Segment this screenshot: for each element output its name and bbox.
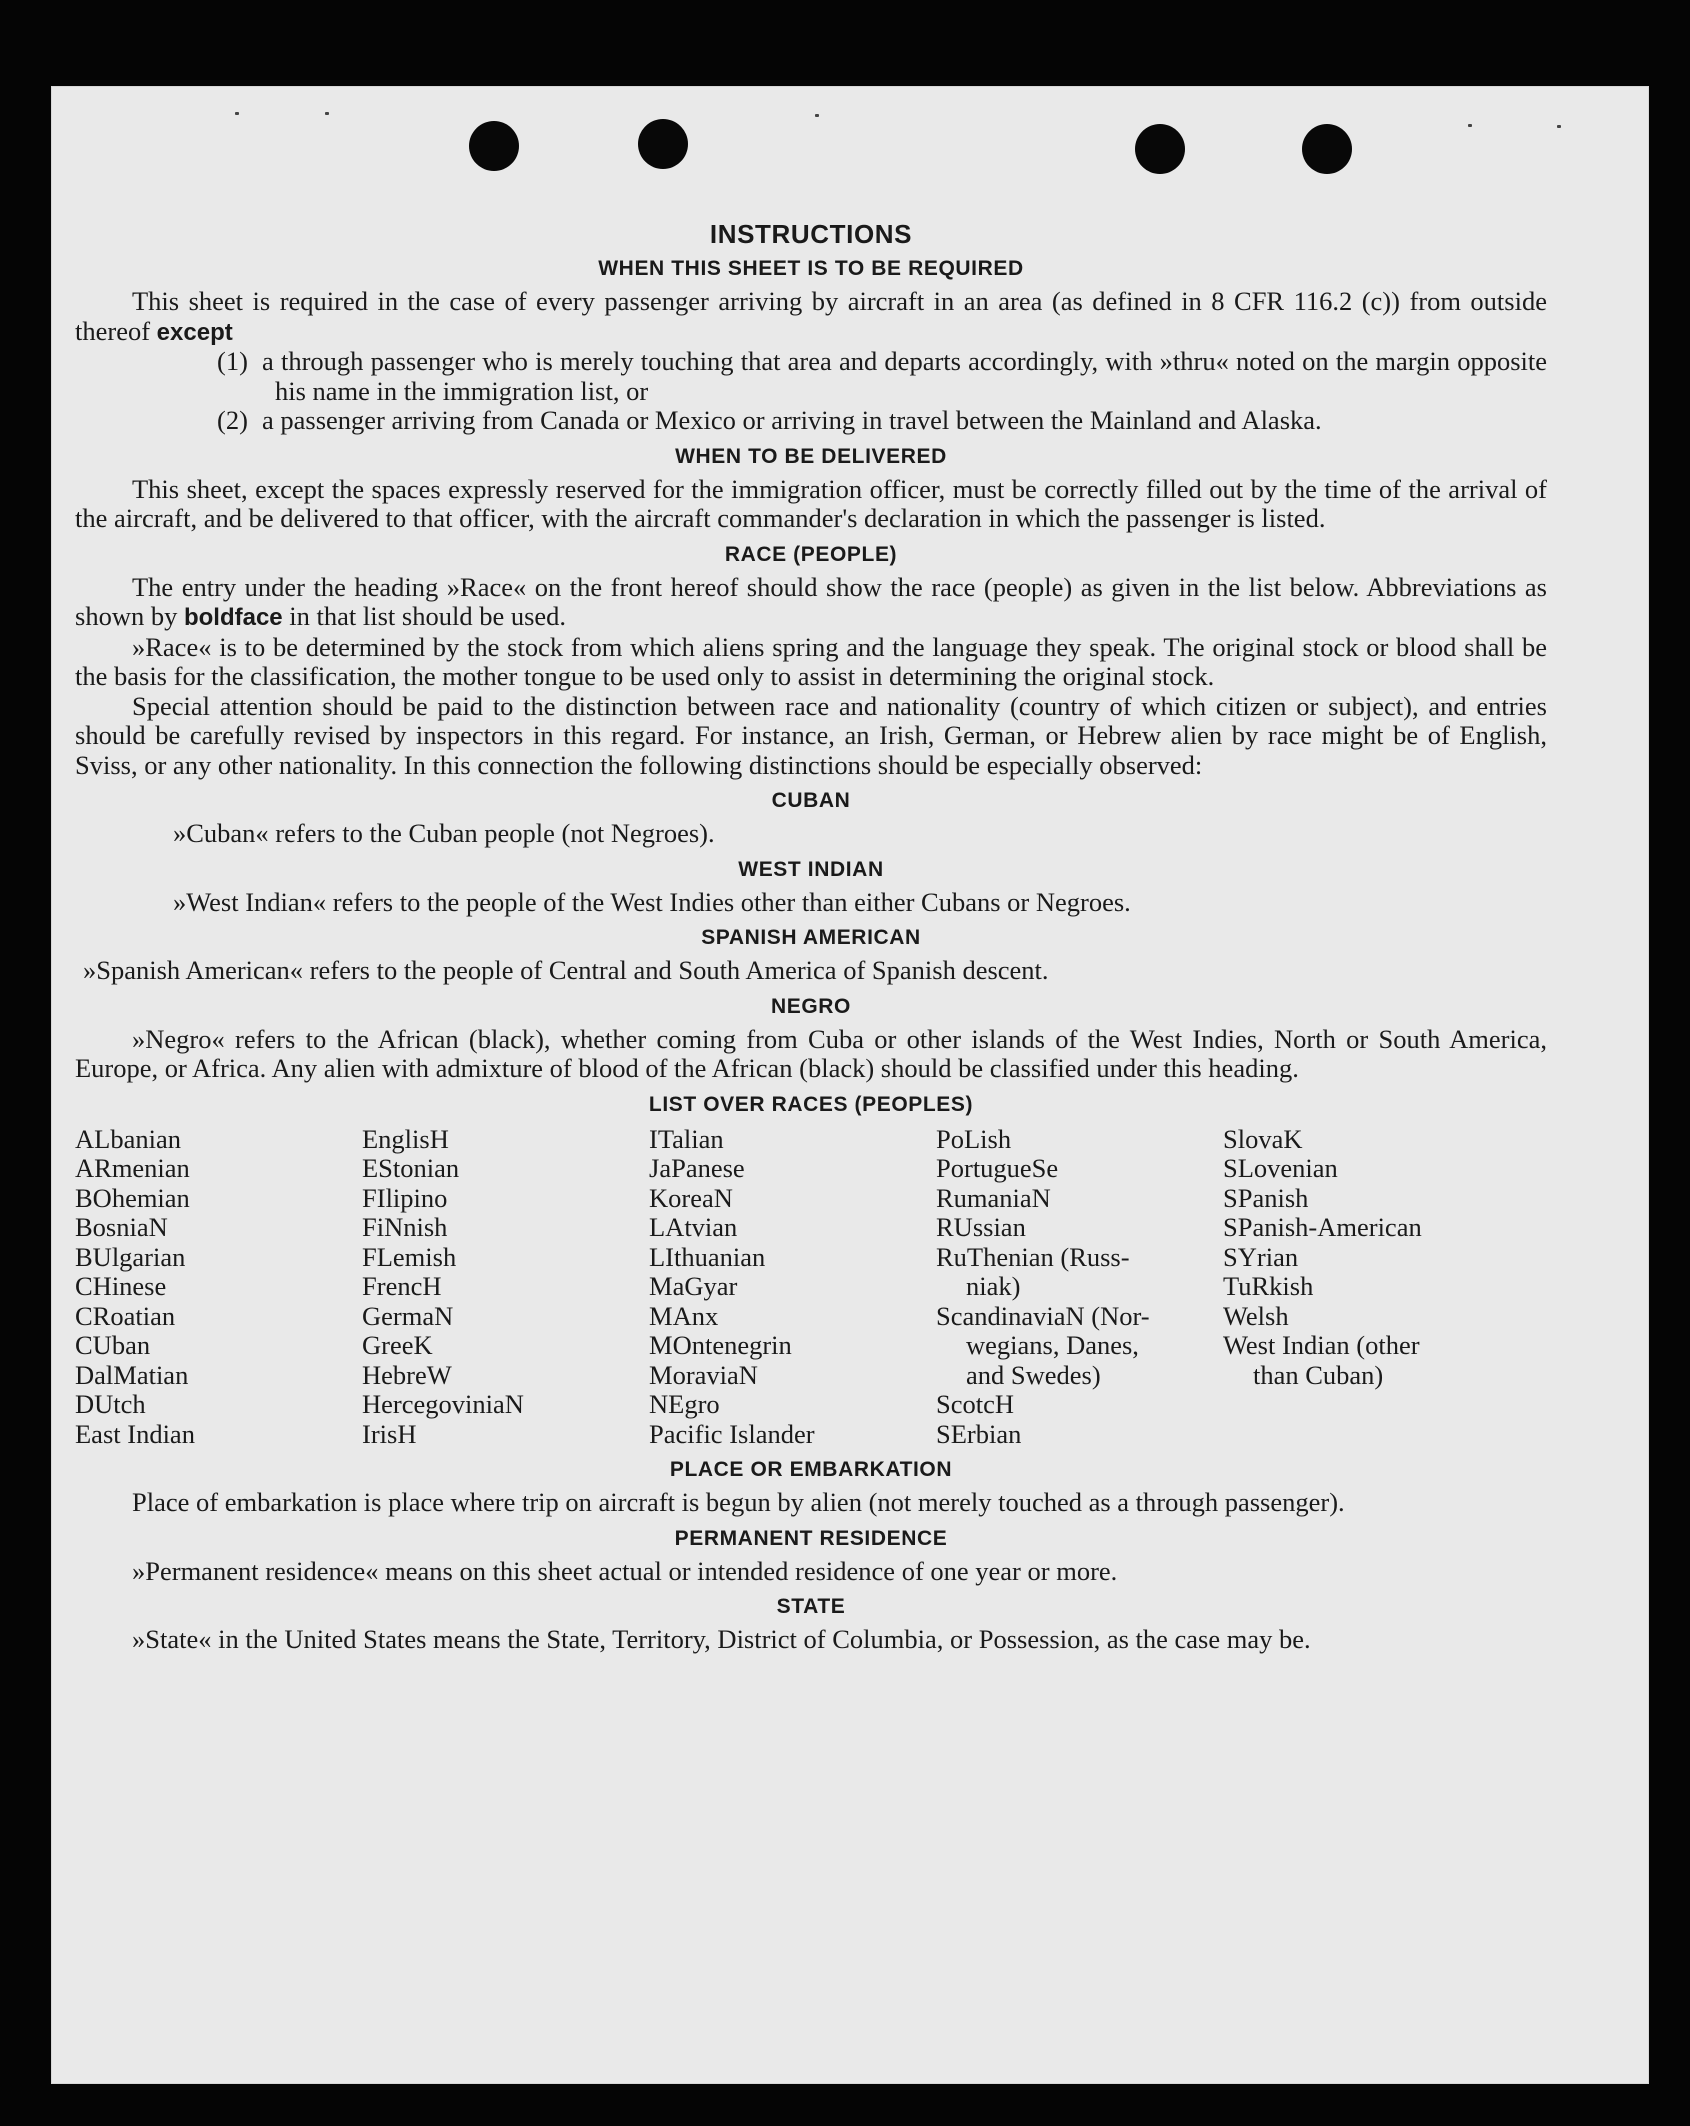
text-boldface: boldface — [183, 604, 283, 631]
heading-cuban: CUBAN — [771, 789, 851, 812]
race-item: EnglisH — [362, 1123, 449, 1154]
document-title: INSTRUCTIONS — [709, 219, 913, 249]
heading-residence: PERMANENT RESIDENCE — [674, 1526, 948, 1550]
paragraph-delivered: This sheet, except the spaces expressly reserved for the immigration officer, must be correctly filled out by the time of the arrival of the aircraft, and be delivered to that officer, with the aircraft commander's declaration in which the passenger is listed. — [75, 473, 1547, 533]
race-item: DUtch — [75, 1389, 146, 1419]
speck — [815, 114, 819, 117]
race-item: RumaniaN — [936, 1182, 1051, 1213]
heading-west-indian: WEST INDIAN — [738, 857, 884, 881]
heading-negro: NEGRO — [770, 994, 851, 1018]
paragraph-required — [75, 287, 1547, 347]
race-item: SPanish — [1223, 1182, 1309, 1213]
race-item: NEgro — [649, 1389, 720, 1419]
race-item: RUssian — [936, 1212, 1026, 1242]
item-number: (2) — [217, 405, 248, 435]
race-item: PoLish — [936, 1123, 1012, 1154]
punch-hole — [638, 119, 688, 169]
race-item: FiNnish — [362, 1212, 448, 1242]
heading-delivered: WHEN TO BE DELIVERED — [675, 444, 947, 468]
race-item: FIlipino — [362, 1182, 448, 1213]
item-text: a through passenger who is merely touching that area and departs accordingly, with »thru« noted on the margin opposite his name in the immigration list, or — [262, 346, 1547, 406]
race-column — [649, 1125, 936, 1450]
text-required-a: This sheet is required in the case of every passenger arriving by aircraft in an area (as defined in 8 CFR 116.2 (c)) from outside thereof — [75, 286, 1547, 346]
race-item: BosniaN — [75, 1212, 168, 1242]
race-item-continued: and Swedes) — [966, 1359, 1101, 1390]
speck — [1468, 124, 1472, 127]
race-item: IrisH — [362, 1418, 417, 1449]
race-item: ITalian — [649, 1123, 724, 1154]
race-item: BOhemian — [75, 1182, 190, 1213]
punch-hole — [469, 121, 519, 171]
paragraph-cuban: »Cuban« refers to the Cuban people (not Negroes). — [173, 818, 715, 848]
race-item: CHinese — [75, 1271, 167, 1301]
race-item: GreeK — [362, 1330, 433, 1360]
punch-hole — [1302, 124, 1352, 174]
punch-hole — [1135, 124, 1185, 174]
list-item — [75, 406, 1547, 436]
paragraph-negro: »Negro« refers to the African (black), whether coming from Cuba or other islands of the West Indies, North or South America, Europe, or Africa. Any alien with admixture of blood of the African (black) should be classified under this heading. — [75, 1023, 1547, 1083]
heading-race: RACE (PEOPLE) — [724, 542, 898, 566]
race-column — [1223, 1125, 1510, 1450]
race-item: LIthuanian — [649, 1241, 766, 1272]
race-column — [75, 1125, 362, 1450]
item-number: (1) — [217, 346, 248, 376]
text-race-b: in that list should be used. — [282, 601, 567, 631]
paragraph-embarkation: Place of embarkation is place where trip on aircraft is begun by alien (not merely touched as a through passenger). — [132, 1487, 1345, 1517]
race-item: CUban — [75, 1330, 151, 1360]
speck — [1557, 125, 1561, 128]
race-item: EStonian — [362, 1153, 460, 1183]
race-item: HebreW — [362, 1359, 452, 1390]
race-item: SLovenian — [1223, 1153, 1338, 1183]
race-item: ARmenian — [75, 1153, 190, 1183]
speck — [325, 112, 329, 115]
race-item: SlovaK — [1223, 1123, 1303, 1154]
race-item: SErbian — [936, 1418, 1022, 1449]
race-item: West Indian (other — [1223, 1330, 1420, 1360]
paragraph-race-3: Special attention should be paid to the distinction between race and nationality (country of which citizen or subject), and entries should be carefully revised by inspectors in this regard. For instance, an Irish, German, or Hebrew alien by race might be of English, Sviss, or any other nationality. In this connection the following distinctions should be especially observed: — [75, 690, 1547, 780]
heading-list: LIST OVER RACES (PEOPLES) — [648, 1092, 974, 1116]
race-item: DalMatian — [75, 1359, 189, 1390]
race-item-continued: niak) — [966, 1271, 1021, 1301]
text-except: except — [156, 318, 233, 346]
race-item: CRoatian — [75, 1300, 176, 1331]
race-item: Welsh — [1223, 1300, 1289, 1331]
race-item: Pacific Islander — [649, 1418, 815, 1449]
heading-spanish-american: SPANISH AMERICAN — [701, 926, 921, 949]
race-list — [75, 1125, 1547, 1450]
paragraph-race-2: »Race« is to be determined by the stock from which aliens spring and the language they speak. The original stock or blood shall be the basis for the classification, the mother tongue to be used only to assist in determining the original stock. — [75, 631, 1547, 691]
paragraph-residence: »Permanent residence« means on this sheet actual or intended residence of one year or more. — [132, 1555, 1118, 1586]
race-item-continued: than Cuban) — [1253, 1359, 1384, 1390]
document-body — [75, 220, 1547, 1655]
race-item: ScandinaviaN (Nor- — [936, 1300, 1150, 1331]
paragraph-state: »State« in the United States means the State, Territory, District of Columbia, or Possession, as the case may be. — [132, 1624, 1311, 1654]
race-item: TuRkish — [1223, 1271, 1314, 1301]
heading-embarkation: PLACE OR EMBARKATION — [669, 1458, 953, 1481]
race-item: ALbanian — [75, 1123, 181, 1154]
heading-required: WHEN THIS SHEET IS TO BE REQUIRED — [598, 257, 1024, 280]
race-item: PortugueSe — [936, 1153, 1059, 1183]
race-column — [362, 1125, 649, 1450]
paragraph-west-indian: »West Indian« refers to the people of the West Indies other than either Cubans or Negroes. — [173, 886, 1131, 917]
race-column — [936, 1125, 1223, 1450]
race-item: KoreaN — [649, 1182, 733, 1213]
heading-state: STATE — [776, 1595, 846, 1618]
race-item: MoraviaN — [649, 1359, 758, 1390]
race-item: JaPanese — [649, 1153, 745, 1183]
race-item: MOntenegrin — [649, 1330, 792, 1360]
paragraph-spanish-american: »Spanish American« refers to the people of Central and South America of Spanish descent. — [83, 955, 1049, 985]
race-item: East Indian — [75, 1418, 195, 1449]
race-item: MAnx — [649, 1300, 719, 1331]
race-item: HercegoviniaN — [362, 1389, 524, 1419]
speck — [235, 112, 239, 115]
list-item — [75, 347, 1547, 406]
race-item: RuThenian (Russ- — [936, 1241, 1130, 1272]
race-item: FLemish — [362, 1241, 457, 1272]
paragraph-race-1 — [75, 573, 1547, 633]
race-item: SPanish-American — [1223, 1212, 1422, 1242]
text-race-a: The entry under the heading »Race« on the front hereof should show the race (people) as given in the list below. Abbreviations as shown by — [75, 571, 1547, 631]
document-sheet — [51, 86, 1649, 2084]
race-item: ScotcH — [936, 1389, 1015, 1419]
item-text: a passenger arriving from Canada or Mexico or arriving in travel between the Mainland and Alaska. — [262, 405, 1322, 435]
race-item: BUlgarian — [75, 1241, 186, 1272]
race-item-continued: wegians, Danes, — [966, 1330, 1139, 1360]
race-item: GermaN — [362, 1300, 454, 1331]
race-item: SYrian — [1223, 1241, 1299, 1272]
race-item: LAtvian — [649, 1212, 738, 1242]
race-item: FrencH — [362, 1271, 442, 1301]
race-item: MaGyar — [649, 1271, 738, 1301]
